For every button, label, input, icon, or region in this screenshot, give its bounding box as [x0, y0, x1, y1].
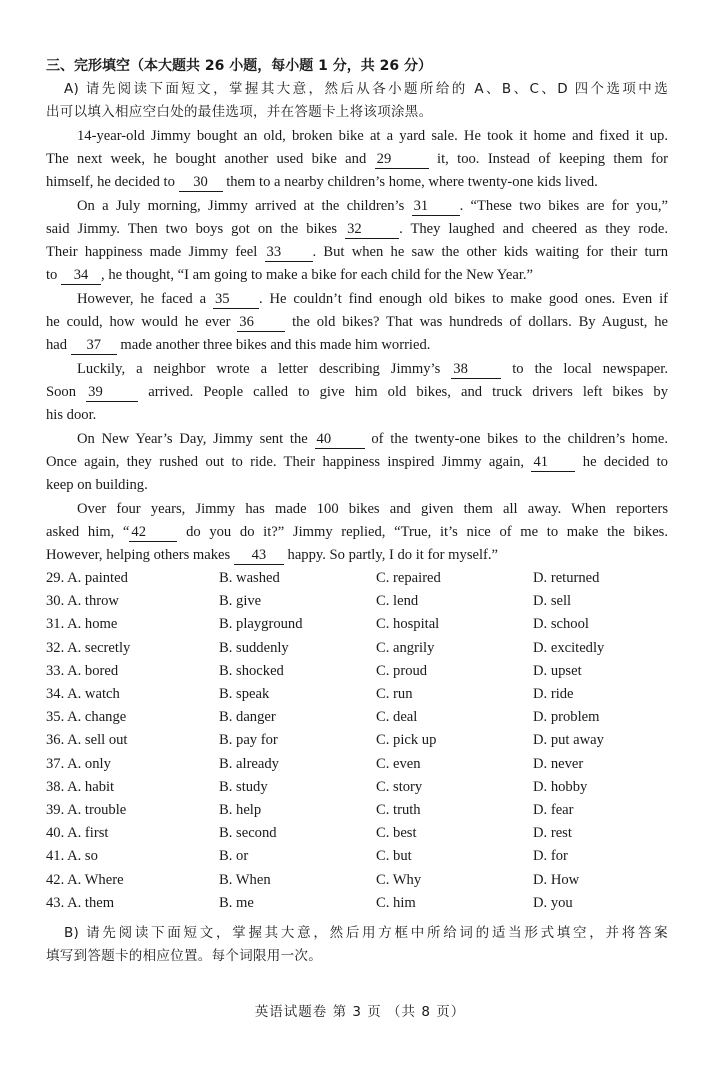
option-b: B. or: [219, 848, 249, 865]
option-b: B. second: [219, 825, 277, 842]
option-a: 43. A. them: [46, 894, 115, 911]
blank-35: 35: [213, 290, 259, 309]
question-row: [46, 590, 686, 613]
option-a: 40. A. first: [46, 825, 109, 842]
blank-43: 43: [234, 546, 284, 565]
passage-line: However, he faced a 35 . He couldn’t find enough old bikes to make good ones. Even if: [77, 291, 668, 307]
passage-line: had 37 made another three bikes and this made him worried.: [46, 337, 431, 353]
passage-line: On New Year’s Day, Jimmy sent the 40 of the twenty-one bikes to the children’s home.: [77, 431, 668, 447]
passage-line: Their happiness made Jimmy feel 33 . But when he saw the other kids waiting for their turn: [46, 244, 668, 260]
blank-33: 33: [265, 243, 313, 262]
option-a: 30. A. throw: [46, 593, 119, 610]
passage-line: Luckily, a neighbor wrote a letter describing Jimmy’s 38 to the local newspaper.: [77, 361, 668, 377]
option-d: D. for: [533, 848, 568, 865]
option-a: 35. A. change: [46, 709, 127, 726]
option-b: B. When: [219, 871, 271, 888]
passage-line: Soon 39 arrived. People called to give him old bikes, and truck drivers left bikes by: [46, 384, 668, 400]
option-d: D. problem: [533, 709, 600, 726]
blank-29: 29: [375, 150, 429, 169]
blank-37: 37: [71, 336, 117, 355]
blank-34: 34: [61, 266, 101, 285]
option-a: 39. A. trouble: [46, 802, 127, 818]
question-row: [46, 637, 686, 660]
option-c: C. proud: [376, 662, 428, 679]
option-c: C. lend: [376, 593, 419, 610]
blank-41: 41: [531, 453, 575, 472]
question-row: [46, 892, 686, 915]
option-b: B. already: [219, 755, 279, 772]
question-row: [46, 613, 686, 636]
option-d: D. never: [533, 755, 584, 772]
blank-36: 36: [237, 313, 285, 332]
question-row: [46, 683, 686, 706]
question-row: [46, 845, 686, 868]
passage-line: Over four years, Jimmy has made 100 bikes and given them all away. When reporters: [77, 501, 668, 517]
part-a-instructions-line2: 出可以填入相应空白处的最佳选项，并在答题卡上将该项涂黑。: [46, 104, 433, 120]
option-d: D. you: [533, 894, 573, 911]
option-d: D. excitedly: [533, 639, 605, 656]
option-a: 29. A. painted: [46, 570, 128, 586]
option-a: 41. A. so: [46, 848, 98, 865]
page-footer: 英语试题卷 第 3 页 （共 8 页）: [254, 1004, 466, 1020]
passage-line: his door.: [46, 407, 97, 423]
question-row: [46, 567, 686, 590]
passage-line: asked him, “ 42 do you do it?” Jimmy replied, “True, it’s nice of me to make the bikes.: [46, 524, 669, 540]
passage-line: However, helping others makes 43 happy. So partly, I do it for myself.”: [46, 547, 499, 563]
option-b: B. shocked: [219, 662, 284, 679]
option-d: D. fear: [533, 802, 574, 818]
part-b-instructions-line2: 填写到答题卡的相应位置。每个词限用一次。: [46, 948, 322, 964]
option-b: B. give: [219, 593, 262, 610]
blank-39: 39: [86, 383, 138, 402]
option-d: D. upset: [533, 662, 582, 679]
passage-line: 14-year-old Jimmy bought an old, broken bike at a yard sale. He took it home and fixed it up.: [77, 128, 668, 144]
option-d: D. rest: [533, 825, 572, 842]
part-b-instructions-line1: B) 请先阅读下面短文，掌握其大意，然后用方框中所给词的适当形式填空，并将答案: [64, 925, 668, 941]
option-c: C. hospital: [376, 616, 440, 633]
question-row: [46, 706, 686, 729]
option-c: C. Why: [376, 871, 422, 888]
passage-line: The next week, he bought another used bike and 29 it, too. Instead of keeping them for: [46, 151, 668, 167]
blank-30: 30: [179, 173, 223, 192]
option-c: C. pick up: [376, 732, 437, 749]
blank-40: 40: [315, 430, 365, 449]
option-d: D. school: [533, 616, 589, 633]
blank-31: 31: [412, 197, 460, 216]
option-a: 32. A. secretly: [46, 639, 131, 656]
option-b: B. suddenly: [219, 639, 289, 656]
option-c: C. even: [376, 755, 421, 772]
option-d: D. returned: [533, 570, 600, 586]
option-c: C. repaired: [376, 570, 441, 586]
question-row: [46, 776, 686, 799]
option-b: B. me: [219, 894, 254, 911]
option-a: 38. A. habit: [46, 778, 115, 795]
option-c: C. story: [376, 778, 423, 795]
passage-line: said Jimmy. Then two boys got on the bikes 32 . They laughed and cheered as they rode.: [46, 221, 668, 237]
passage-line: he could, how would he ever 36 the old bikes? That was hundreds of dollars. By August, he: [46, 314, 669, 330]
option-b: B. help: [219, 802, 262, 818]
option-d: D. hobby: [533, 778, 588, 795]
question-row: [46, 799, 686, 822]
option-b: B. playground: [219, 616, 303, 633]
option-a: 33. A. bored: [46, 662, 119, 679]
option-a: 31. A. home: [46, 616, 118, 633]
option-b: B. pay for: [219, 732, 278, 749]
option-d: D. sell: [533, 593, 572, 610]
question-row: [46, 753, 686, 776]
option-c: C. run: [376, 686, 413, 702]
blank-42: 42: [129, 523, 177, 542]
option-d: D. How: [533, 871, 580, 888]
option-b: B. speak: [219, 686, 270, 702]
passage-line: himself, he decided to 30 them to a nearby children’s home, where twenty-one kids lived.: [46, 174, 598, 190]
option-c: C. angrily: [376, 639, 435, 656]
section-title: 三、完形填空（本大题共 26 小题，每小题 1 分，共 26 分）: [46, 58, 432, 74]
blank-32: 32: [345, 220, 399, 239]
option-c: C. truth: [376, 802, 421, 818]
passage-line: to 34 , he thought, “I am going to make a bike for each child for the New Year.”: [46, 267, 534, 283]
passage-line: keep on building.: [46, 477, 148, 493]
option-a: 34. A. watch: [46, 686, 120, 702]
option-d: D. put away: [533, 732, 604, 749]
option-c: C. but: [376, 848, 412, 865]
option-b: B. washed: [219, 570, 280, 586]
option-c: C. best: [376, 825, 417, 842]
blank-38: 38: [451, 360, 501, 379]
option-b: B. study: [219, 778, 268, 795]
question-row: [46, 660, 686, 683]
question-row: [46, 729, 686, 752]
option-b: B. danger: [219, 709, 276, 726]
option-d: D. ride: [533, 686, 574, 702]
passage-line: On a July morning, Jimmy arrived at the children’s 31 . “These two bikes are for you,”: [77, 198, 668, 214]
option-c: C. him: [376, 894, 416, 911]
question-row: [46, 869, 686, 892]
passage-line: Once again, they rushed out to ride. Their happiness inspired Jimmy again, 41 he decided to: [46, 454, 668, 470]
option-a: 42. A. Where: [46, 871, 124, 888]
question-row: [46, 822, 686, 845]
option-a: 37. A. only: [46, 755, 111, 772]
part-a-instructions-line1: A) 请先阅读下面短文，掌握其大意，然后从各小题所给的 A、B、C、D 四个选项中选: [64, 81, 668, 97]
option-c: C. deal: [376, 709, 418, 726]
option-a: 36. A. sell out: [46, 732, 128, 749]
